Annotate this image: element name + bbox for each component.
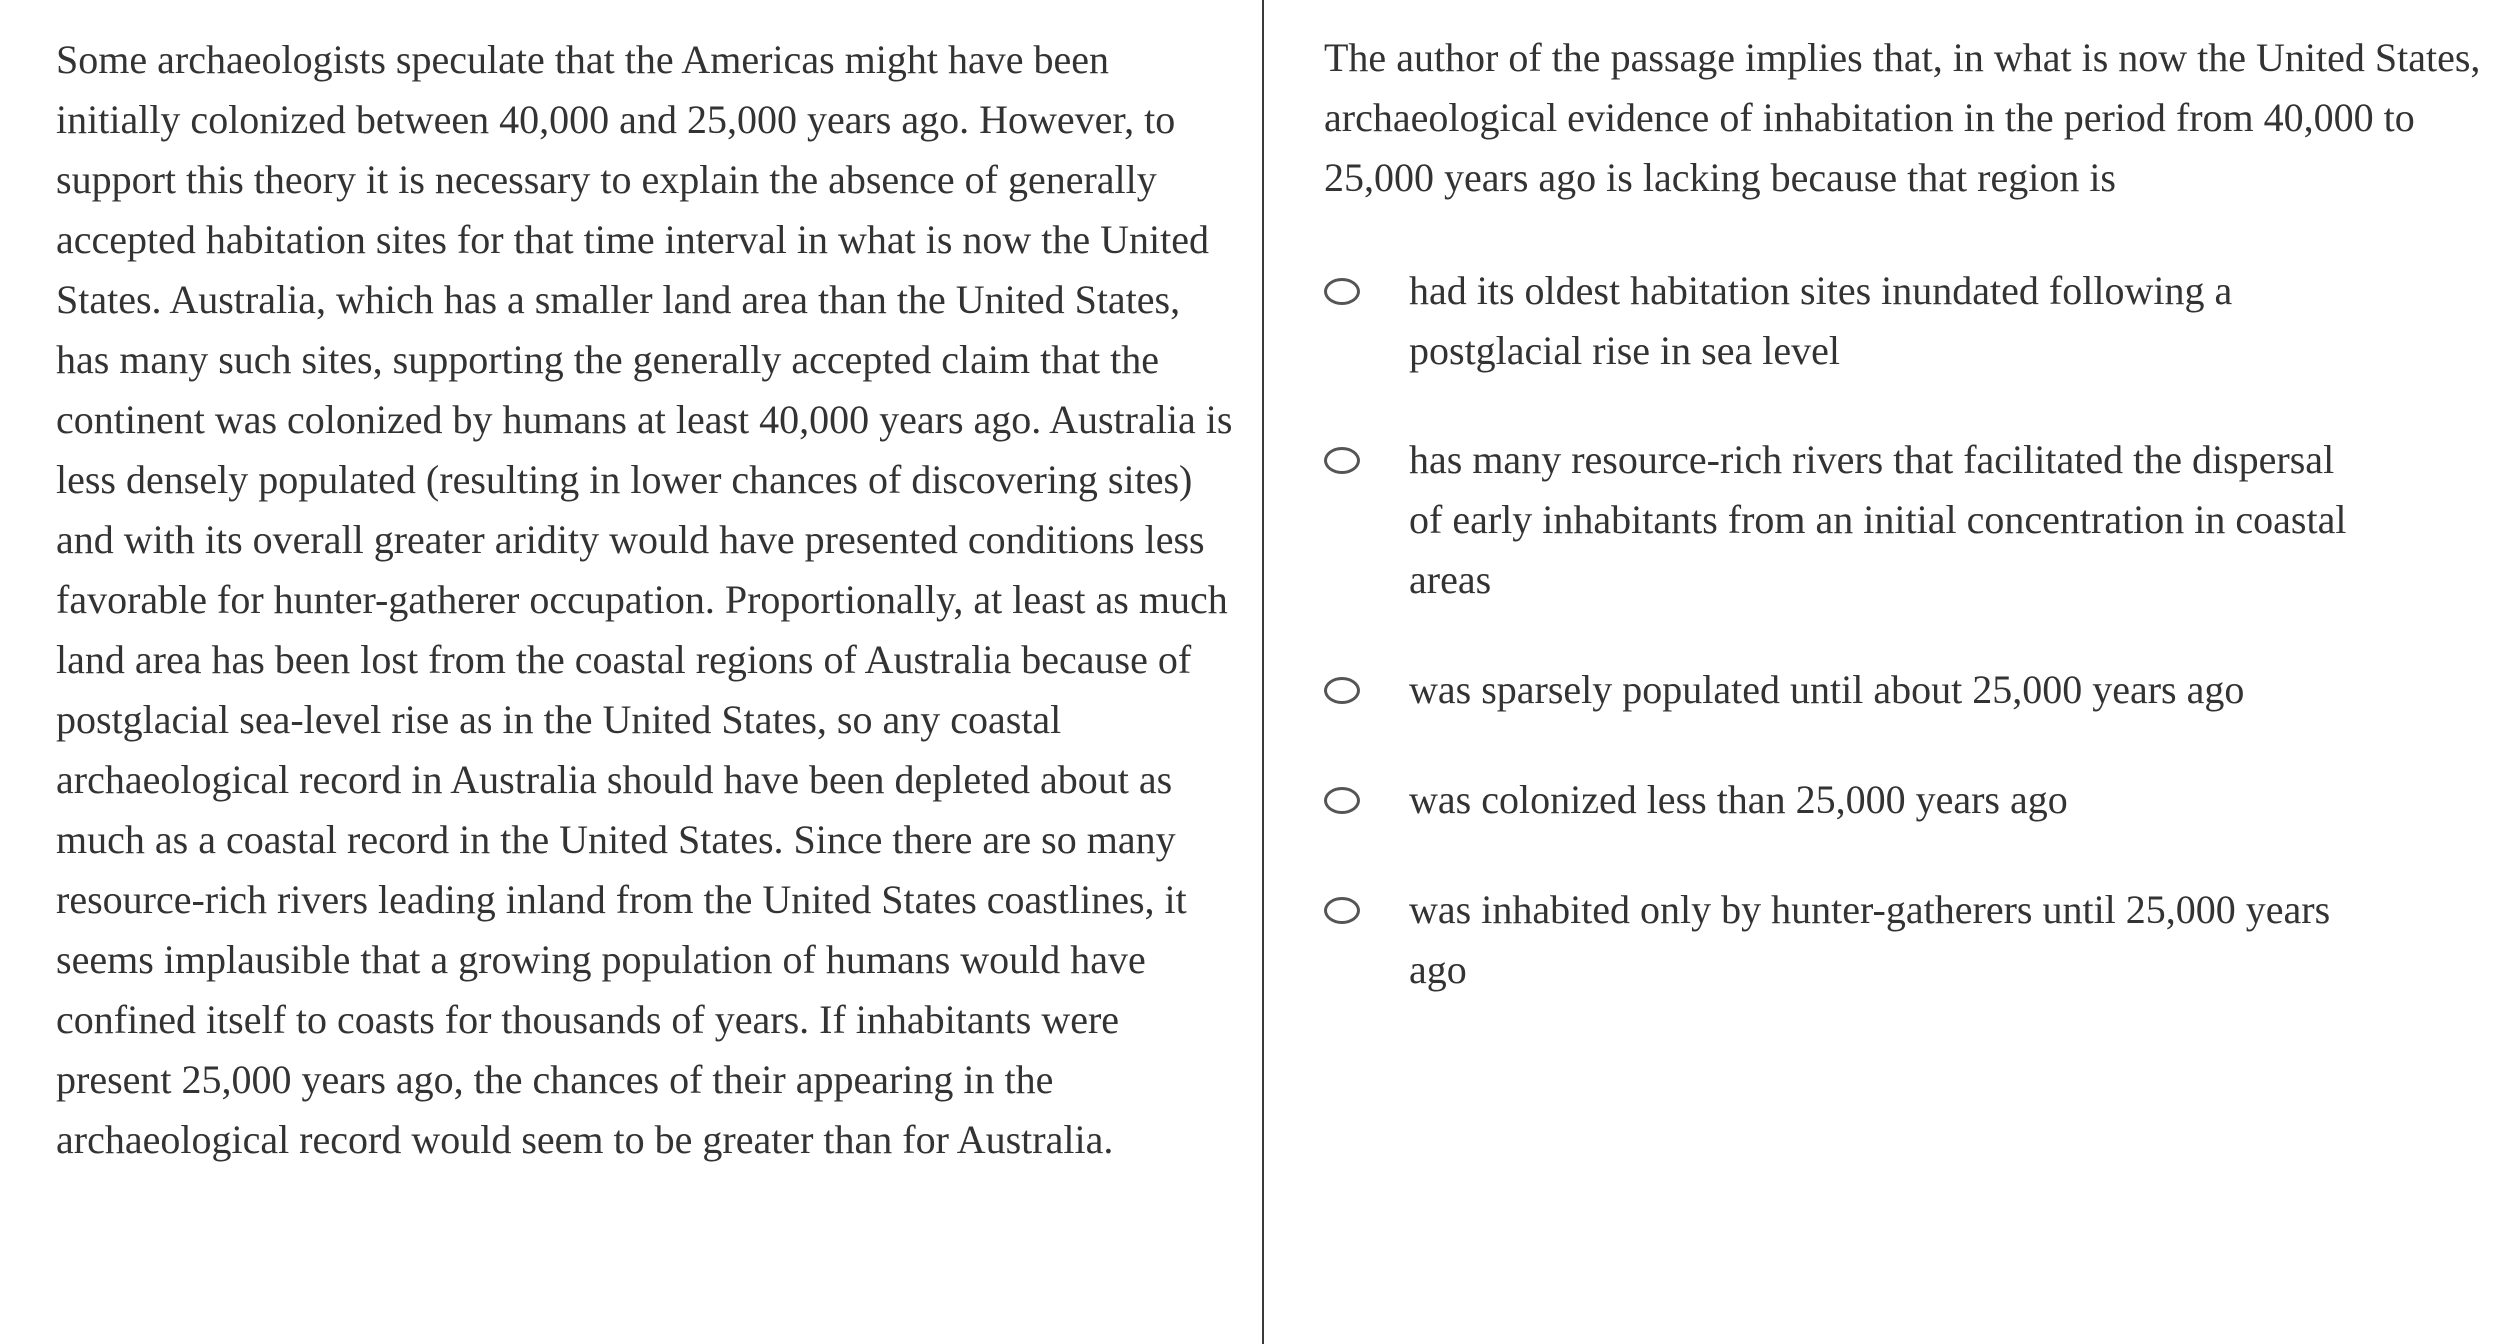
radio-button-icon[interactable]	[1324, 278, 1360, 305]
answer-option-e[interactable]	[1324, 880, 2369, 1000]
answer-option-label: has many resource-rich rivers that facilitated the dispersal of early inhabitants from an initial concentration in coastal areas	[1409, 437, 2347, 602]
answer-option-a[interactable]	[1324, 261, 2369, 381]
answer-option-c[interactable]	[1324, 660, 2369, 720]
passage-text: Some archaeologists speculate that the Americas might have been initially colonized between 40,000 and 25,000 years ago. However, to support this theory it is necessary to explain the absence of generally accepted habitation sites for that time interval in what is now the United States. Australia, which has a smaller land area than the United States, has many such sites, supporting the generally accepted claim that the continent was colonized by humans at least 40,000 years ago. Australia is less densely populated (resulting in lower chances of discovering sites) and with its overall greater aridity would have presented conditions less favorable for hunter-gatherer occupation. Proportionally, at least as much land area has been lost from the coastal regions of Australia because of postglacial sea-level rise as in the United States, so any coastal archaeological record in Australia should have been depleted about as much as a coastal record in the United States. Since there are so many resource-rich rivers leading inland from the United States coastlines, it seems implausible that a growing population of humans would have confined itself to coasts for thousands of years. If inhabitants were present 25,000 years ago, the chances of their appearing in the archaeological record would seem to be greater than for Australia.	[56, 37, 1233, 1162]
radio-button-icon[interactable]	[1324, 677, 1360, 704]
answer-option-b[interactable]	[1324, 430, 2369, 610]
answer-option-label: was colonized less than 25,000 years ago	[1409, 777, 2068, 822]
radio-button-icon[interactable]	[1324, 787, 1360, 814]
answer-option-label: was inhabited only by hunter-gatherers until 25,000 years ago	[1409, 887, 2331, 992]
question-stem: The author of the passage implies that, in what is now the United States, archaeological evidence of inhabitation in the period from 40,000 to 25,000 years ago is lacking because that region is	[1324, 35, 2481, 200]
answer-option-label: was sparsely populated until about 25,000 years ago	[1409, 667, 2245, 712]
radio-button-icon[interactable]	[1324, 447, 1360, 474]
answer-option-d[interactable]	[1324, 770, 2369, 830]
question-pane	[1264, 0, 2509, 1344]
radio-button-icon[interactable]	[1324, 897, 1360, 924]
answer-option-label: had its oldest habitation sites inundated following a postglacial rise in sea level	[1409, 268, 2233, 373]
